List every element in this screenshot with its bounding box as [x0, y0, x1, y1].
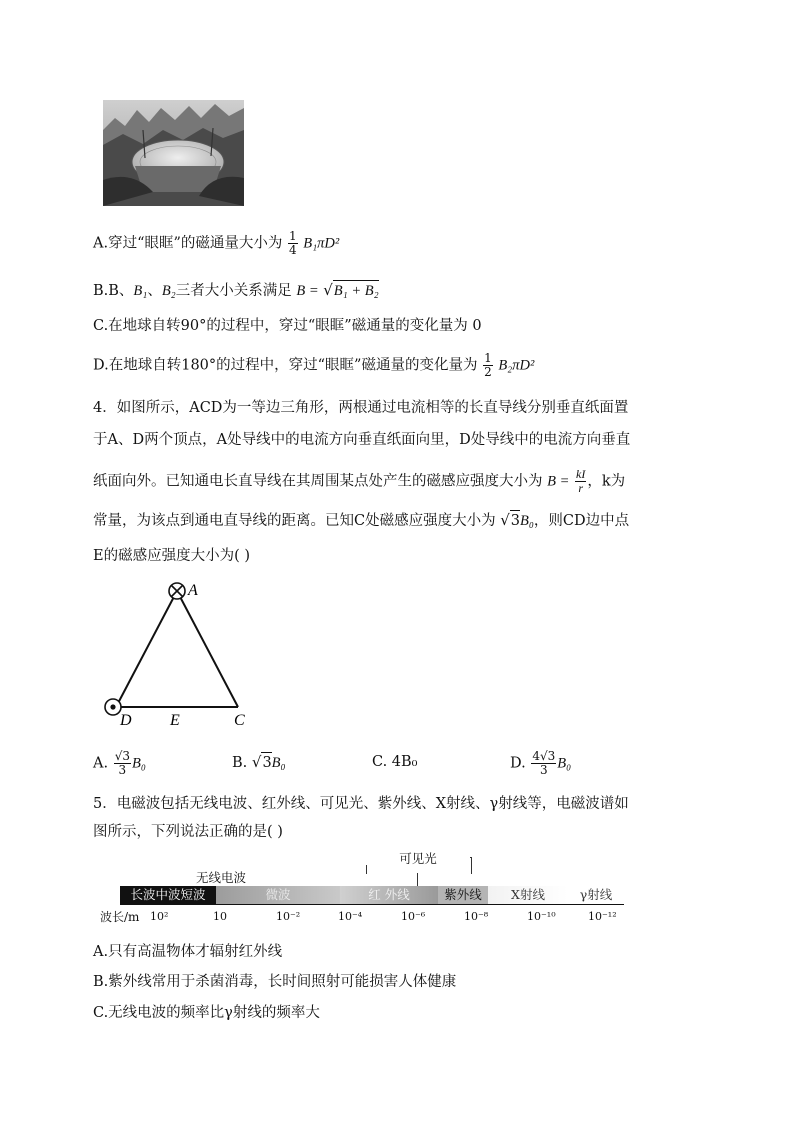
- segment-x-ray: X射线: [488, 886, 568, 904]
- option-3b: B.B、B₁、B₂三者大小关系满足 B = √B₁ + B₂: [93, 281, 379, 299]
- option-4a: A. $\frac{√3}{3}$ B₀: [93, 749, 146, 777]
- q4-line-4: 常量，为该点到通电直导线的距离。已知C处磁感应强度大小为 √3B₀，则CD边中点: [93, 511, 630, 529]
- wavelength-axis: [120, 904, 624, 905]
- current-out-of-page-icon: [105, 699, 121, 715]
- segment-microwave: 微波: [216, 886, 340, 904]
- option-4c: C. 4B₀: [372, 754, 418, 770]
- axis-label: 波长/m: [100, 910, 140, 924]
- q4-line-5: E的磁感应强度大小为( ): [93, 548, 251, 564]
- option-5c: C.无线电波的频率比γ射线的频率大: [93, 1005, 320, 1021]
- tick-10-minus-12: 10⁻¹²: [588, 910, 617, 923]
- option-3c: C.在地球自转90°的过程中，穿过“眼眶”磁通量的变化量为 0: [93, 318, 482, 334]
- tick-10-minus-8: 10⁻⁸: [464, 910, 489, 923]
- option-3a: A.穿过“眼眶”的磁通量大小为 $\frac{1}{4}$ B₁πD²: [93, 229, 340, 257]
- fraction-half: $\frac{1}{2}$: [484, 351, 492, 379]
- q4-line-2: 于A、D两个顶点，A处导线中的电流方向垂直纸面向里，D处导线中的电流方向垂直: [93, 432, 631, 448]
- option-5a: A.只有高温物体才辐射红外线: [93, 944, 283, 960]
- spectrum-bar: [120, 886, 624, 904]
- telescope-photo: [103, 100, 244, 206]
- option-5b: B.紫外线常用于杀菌消毒，长时间照射可能损害人体健康: [93, 974, 457, 990]
- segment-gamma: γ射线: [568, 886, 624, 904]
- tick-10-2: 10²: [150, 910, 169, 923]
- option-3d: D.在地球自转180°的过程中，穿过“眼眶”磁通量的变化量为 $\frac{1}{2}$ B₂πD²: [93, 351, 535, 379]
- segment-infrared: 红 外线: [340, 886, 438, 904]
- segment-long-medium-short: 长波中波短波: [120, 886, 216, 904]
- option-4d: D. $\frac{4√3}{3}$ B₀: [510, 749, 572, 777]
- visible-bracket-stem: [417, 873, 418, 886]
- q5-line-1: 5．电磁波包括无线电波、红外线、可见光、紫外线、X射线、γ射线等，电磁波谱如: [93, 796, 629, 812]
- current-into-page-icon: [169, 583, 185, 599]
- q5-line-2: 图所示，下列说法正确的是( ): [93, 824, 283, 840]
- segment-ultraviolet: 紫外线: [438, 886, 488, 904]
- option-4b: B. √3B₀: [232, 753, 286, 771]
- tick-10-minus-10: 10⁻¹⁰: [527, 910, 556, 923]
- tick-10-minus-2: 10⁻²: [276, 910, 301, 923]
- midpoint-label-e: E: [170, 712, 180, 729]
- radio-wave-label: 无线电波: [196, 870, 247, 885]
- q4-line-3: 纸面向外。已知通电长直导线在其周围某点处产生的磁感应强度大小为 B = $\frac{kI}{r}$ ，k为: [93, 467, 626, 495]
- formula-kI-over-r: $\frac{kI}{r}$: [576, 467, 586, 495]
- tick-10: 10: [213, 910, 227, 923]
- vertex-label-d: D: [120, 712, 132, 729]
- vertex-label-a: A: [188, 582, 198, 599]
- q4-line-1: 4．如图所示，ACD为一等边三角形，两根通过电流相等的长直导线分别垂直纸面置: [93, 400, 629, 416]
- triangle-diagram: [100, 575, 260, 730]
- tick-10-minus-6: 10⁻⁶: [401, 910, 426, 923]
- visible-light-label: 可见光: [366, 852, 470, 865]
- spectrum-figure: [100, 852, 630, 930]
- fraction-quarter: $\frac{1}{4}$: [289, 229, 297, 257]
- vertex-label-c: C: [234, 712, 245, 729]
- tick-10-minus-4: 10⁻⁴: [338, 910, 363, 923]
